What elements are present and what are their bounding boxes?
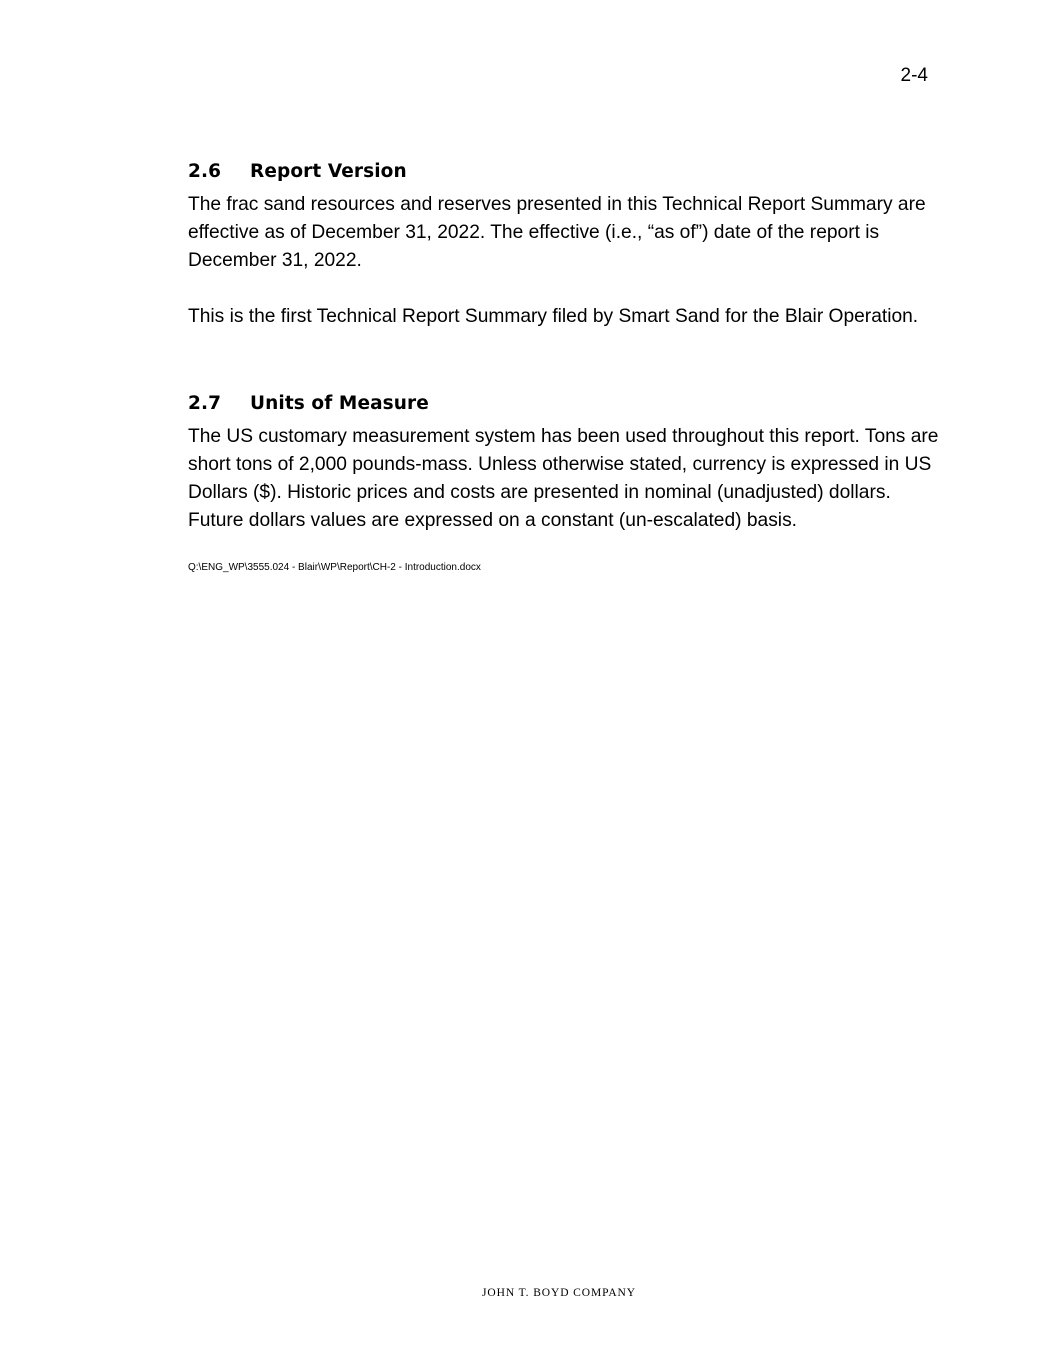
section-title: Units of Measure xyxy=(250,393,429,414)
page-number: 2-4 xyxy=(900,65,928,86)
section-units-of-measure xyxy=(188,392,948,535)
file-path: Q:\ENG_WP\3555.024 - Blair\WP\Report\CH-2 - Introduction.docx xyxy=(188,562,481,573)
section-title: Report Version xyxy=(250,161,407,182)
paragraph: The US customary measurement system has been used throughout this report. Tons are short tons of 2,000 pounds-mass. Unless otherwise stated, currency is expressed in US Dollars ($). Historic prices and costs are presented in nominal (unadjusted) dollars. Future dollars values are expressed on a constant (un-escalated) basis. xyxy=(188,426,939,531)
paragraph: This is the first Technical Report Summary filed by Smart Sand for the Blair Operation. xyxy=(188,306,919,327)
section-heading xyxy=(188,392,948,416)
section-number: 2.7 xyxy=(188,393,222,414)
section-report-version xyxy=(188,160,948,331)
section-number: 2.6 xyxy=(188,161,222,182)
company-footer: JOHN T. BOYD COMPANY xyxy=(482,1287,636,1299)
section-heading xyxy=(188,160,948,184)
paragraph: The frac sand resources and reserves presented in this Technical Report Summary are effective as of December 31, 2022. The effective (i.e., “as of”) date of the report is December 31, 2022. xyxy=(188,194,926,271)
